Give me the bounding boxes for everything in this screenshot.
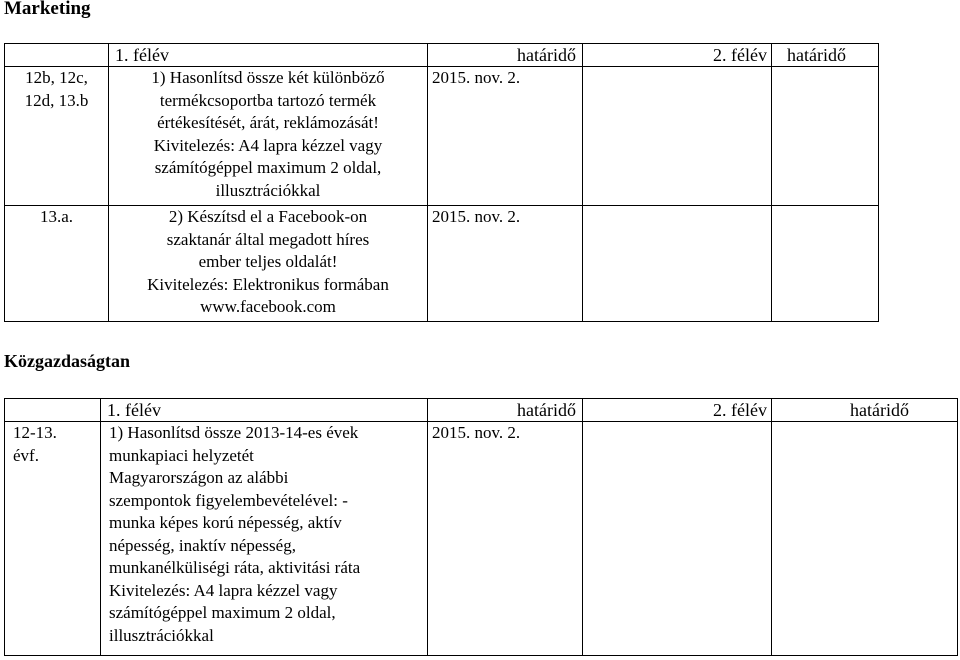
economics-table <box>4 398 958 656</box>
header-semester-2: 2. félév <box>583 44 772 67</box>
semester-2-cell <box>583 206 772 322</box>
deadline-cell: 2015. nov. 2. <box>428 206 583 322</box>
marketing-table <box>4 43 879 322</box>
semester-2-cell <box>583 67 772 206</box>
class-group-cell: 12-13. évf. <box>5 422 101 656</box>
header-deadline-2: határidő <box>772 399 958 422</box>
semester-2-cell <box>583 422 772 656</box>
task-cell: 1) Hasonlítsd össze két különböző termékcsoportba tartozó termék értékesítését, árát, reklámozását! Kivitelezés: A4 lapra kézzel vagy számítógéppel maximum 2 oldal, illusztrációkkal <box>109 67 428 206</box>
deadline-2-cell <box>772 67 879 206</box>
header-empty-cell <box>5 44 109 67</box>
header-deadline-1: határidő <box>428 44 583 67</box>
task-cell: 2) Készítsd el a Facebook-on szaktanár által megadott híres ember teljes oldalát! Kivitelezés: Elektronikus formában www.facebook.com <box>109 206 428 322</box>
section-title-kozgazdasagtan: Közgazdaságtan <box>4 351 130 371</box>
header-semester-1: 1. félév <box>109 44 428 67</box>
class-group-cell: 13.a. <box>5 206 109 322</box>
task-cell: 1) Hasonlítsd össze 2013-14-es évek munkapiaci helyzetét Magyarországon az alábbi szempontok figyelembevételével: - munka képes korú népesség, aktív népesség, inaktív népesség, munkanélküliségi ráta, aktivitási ráta Kivitelezés: A4 lapra kézzel vagy számítógéppel maximum 2 oldal, illusztrációkkal <box>101 422 428 656</box>
table-row <box>5 67 879 206</box>
header-empty-cell <box>5 399 101 422</box>
class-group-cell: 12b, 12c, 12d, 13.b <box>5 67 109 206</box>
table-row <box>5 206 879 322</box>
header-semester-1: 1. félév <box>101 399 428 422</box>
deadline-cell: 2015. nov. 2. <box>428 67 583 206</box>
deadline-cell: 2015. nov. 2. <box>428 422 583 656</box>
header-semester-2: 2. félév <box>583 399 772 422</box>
table-header-row <box>5 44 879 67</box>
table-header-row <box>5 399 958 422</box>
deadline-2-cell <box>772 206 879 322</box>
header-deadline-2: határidő <box>772 44 879 67</box>
section-title-marketing: Marketing <box>4 0 91 19</box>
table-row <box>5 422 958 656</box>
deadline-2-cell <box>772 422 958 656</box>
header-deadline-1: határidő <box>428 399 583 422</box>
